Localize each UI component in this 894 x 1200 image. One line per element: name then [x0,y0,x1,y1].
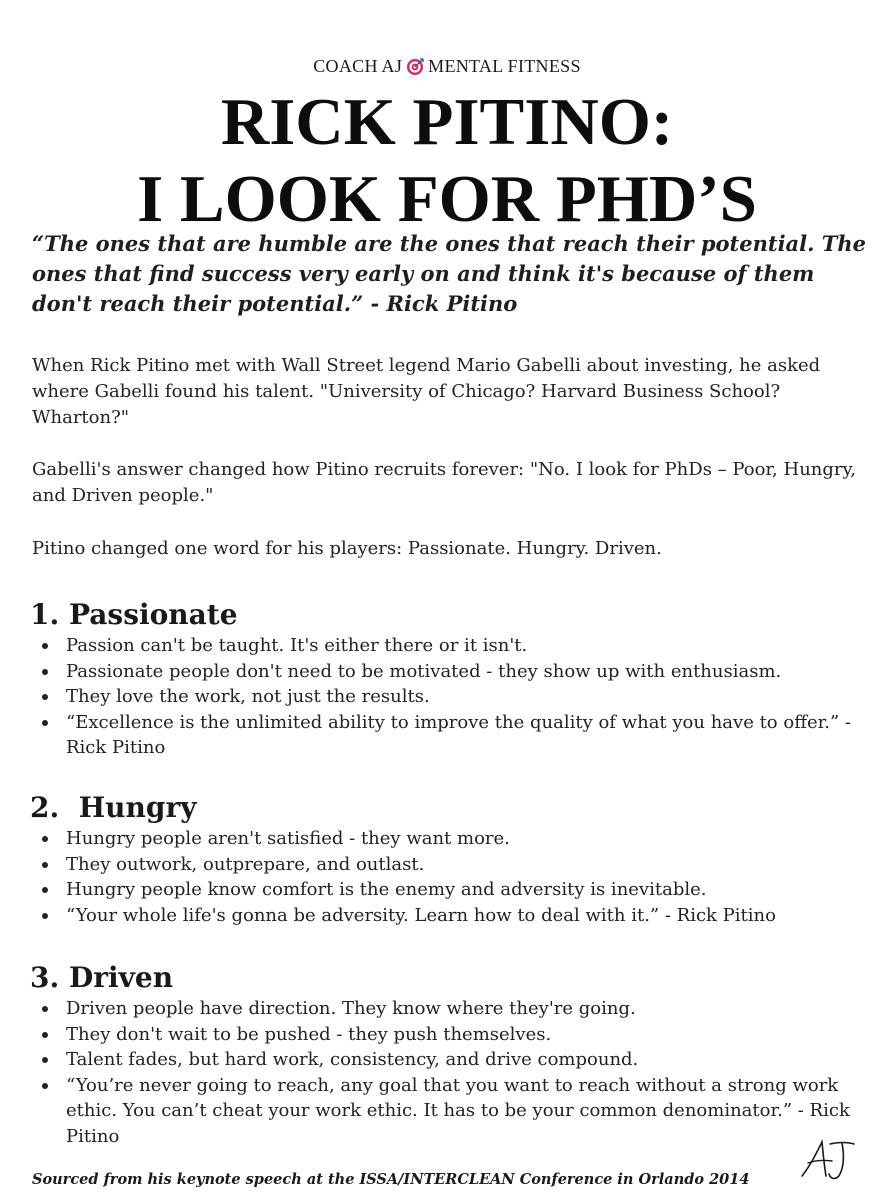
list-item: Hungry people aren't satisfied - they want more. [66,826,870,852]
list-item: They outwork, outprepare, and outlast. [66,852,870,878]
list-item: Talent fades, but hard work, consistency, and drive compound. [66,1047,870,1073]
intro-paragraph-2: Gabelli's answer changed how Pitino recruits forever: "No. I look for PhDs – Poor, Hungry, and Driven people." [32,459,857,506]
list-item: “Excellence is the unlimited ability to improve the quality of what you have to offer.” - Rick Pitino [66,710,870,761]
source-footnote: Sourced from his keynote speech at the ISSA/INTERCLEAN Conference in Orlando 2014 [32,1171,750,1188]
bullet-list [30,826,870,928]
list-item: Passionate people don't need to be motivated - they show up with enthusiasm. [66,659,870,685]
list-item: Passion can't be taught. It's either there or it isn't. [66,633,870,659]
page-title [0,84,894,238]
list-item: “You’re never going to reach, any goal that you want to reach without a strong work ethic. You can’t cheat your work ethic. It has to be your common denominator.” - Rick Pitino [66,1073,870,1150]
section-passionate [30,597,870,761]
section-heading: 1. Passionate [30,598,238,631]
section-heading: 2. Hungry [30,791,197,824]
title-line-2: I LOOK FOR PHD’S [137,162,757,236]
section-hungry [30,790,870,928]
list-item: Hungry people know comfort is the enemy and adversity is inevitable. [66,877,870,903]
intro-paragraph-1: When Rick Pitino met with Wall Street legend Mario Gabelli about investing, he asked where Gabelli found his talent. "University of Chicago? Harvard Business School? Wharton?" [32,355,821,428]
brand-line [0,56,894,77]
section-driven [30,960,870,1149]
target-icon [406,58,424,76]
list-item: “Your whole life's gonna be adversity. Learn how to deal with it.” - Rick Pitino [66,903,870,929]
section-heading: 3. Driven [30,961,174,994]
list-item: They don't wait to be pushed - they push themselves. [66,1022,870,1048]
brand-name: COACH AJ [313,56,403,76]
opening-quote: “The ones that are humble are the ones that reach their potential. The ones that find success very early on and think it's because of them don't reach their potential.” - Rick Pitino [32,231,867,316]
list-item: Driven people have direction. They know where they're going. [66,996,870,1022]
signature-logo [796,1136,858,1184]
title-line-1: RICK PITINO: [220,85,674,159]
bullet-list [30,633,870,761]
bullet-list [30,996,870,1149]
brand-tagline: MENTAL FITNESS [428,56,581,76]
intro-paragraph-3: Pitino changed one word for his players: Passionate. Hungry. Driven. [32,538,662,559]
list-item: They love the work, not just the results. [66,684,870,710]
